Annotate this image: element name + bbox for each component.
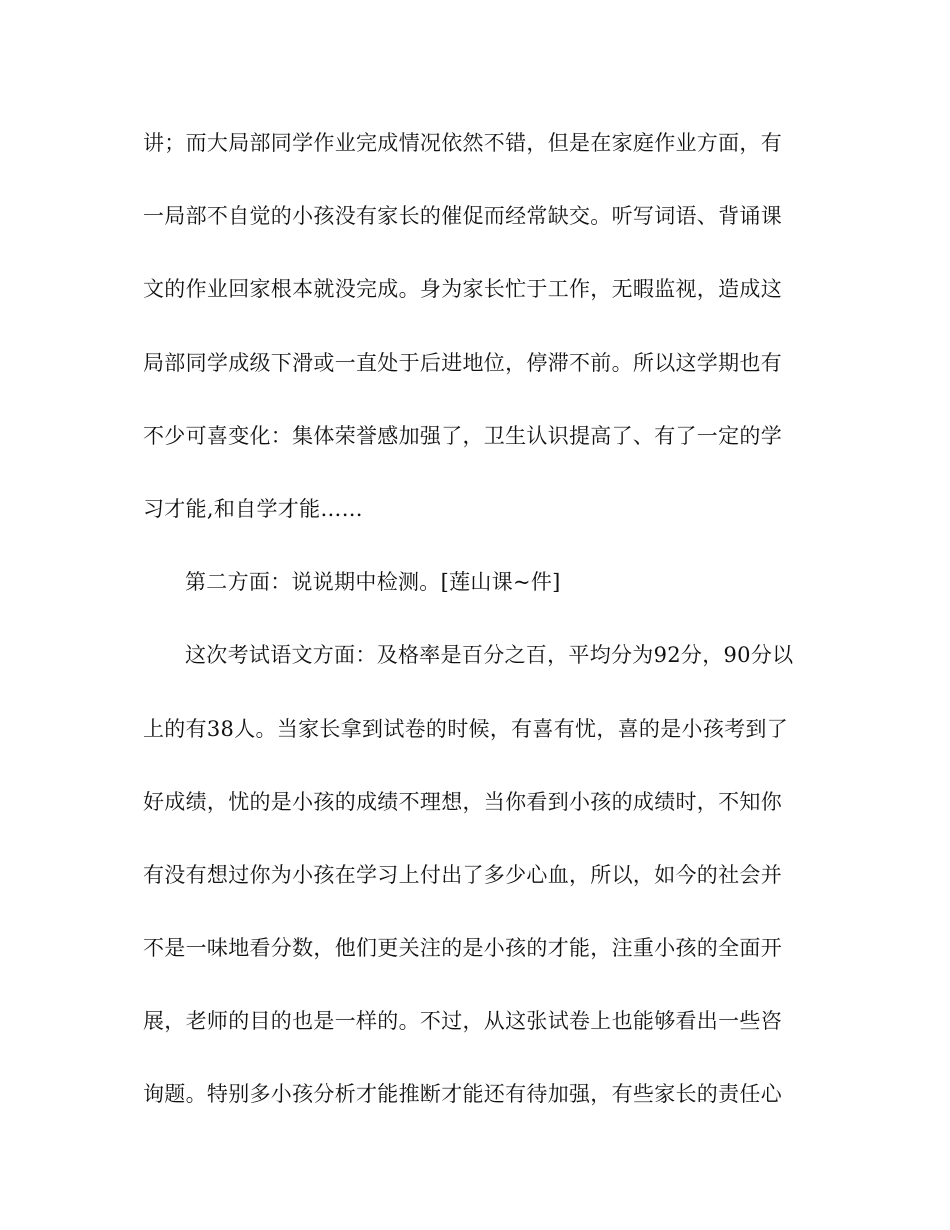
text-line: 不少可喜变化：集体荣誉感加强了，卫生认识提高了、有了一定的学: [143, 423, 782, 448]
text-line: 文的作业回家根本就没完成。身为家长忙于工作，无暇监视，造成这: [143, 277, 782, 302]
text-line: 好成绩，忧的是小孩的成绩不理想，当你看到小孩的成绩时，不知你: [143, 789, 782, 814]
text-line: 询题。特别多小孩分析才能推断才能还有待加强，有些家长的责任心: [143, 1082, 782, 1107]
text-line: 有没有想过你为小孩在学习上付出了多少心血，所以，如今的社会并: [143, 862, 782, 887]
text-line: 习才能,和自学才能……: [143, 496, 363, 521]
text-line: 一局部不自觉的小孩没有家长的催促而经常缺交。听写词语、背诵课: [143, 204, 782, 229]
text-line: 展，老师的目的也是一样的。不过，从这张试卷上也能够看出一些咨: [143, 1009, 782, 1034]
text-line: 局部同学成级下滑或一直处于后进地位，停滞不前。所以这学期也有: [143, 350, 782, 375]
section-heading: 第二方面：说说期中检测。[莲山课~件]: [185, 570, 561, 595]
body-text: [143, 121, 823, 1146]
text-line: 这次考试语文方面：及格率是百分之百，平均分为92分，90分以: [185, 643, 794, 668]
text-line: 上的有38人。当家长拿到试卷的时候，有喜有忧，喜的是小孩考到了: [143, 716, 789, 741]
text-line: 讲；而大局部同学作业完成情况依然不错，但是在家庭作业方面，有: [143, 131, 782, 155]
text-line: 不是一味地看分数，他们更关注的是小孩的才能，注重小孩的全面开: [143, 936, 782, 961]
